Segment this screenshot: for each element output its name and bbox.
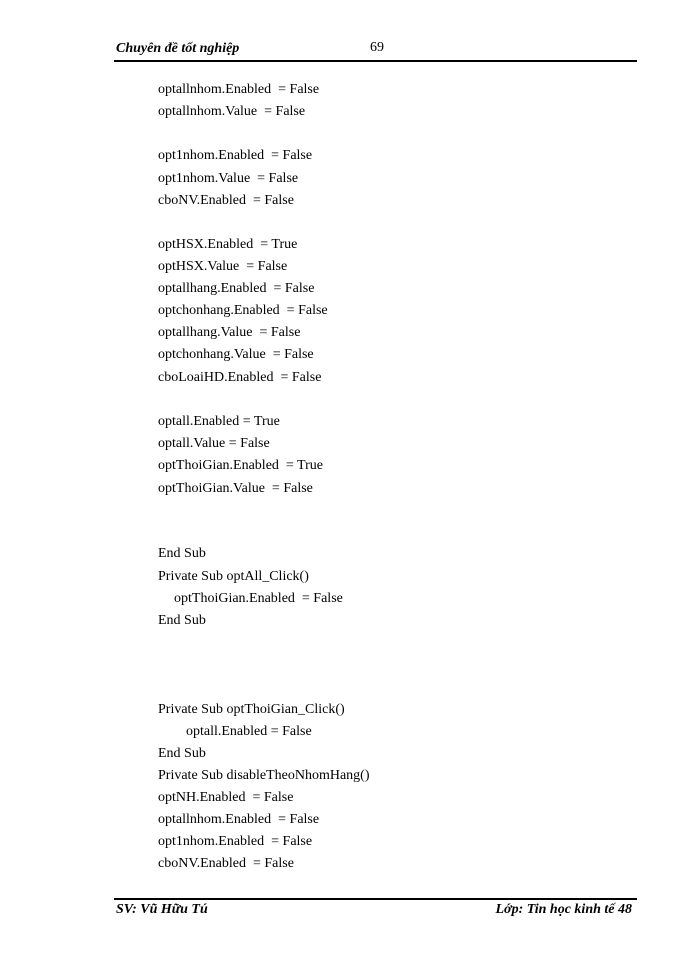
code-line: optThoiGian.Value = False [158,481,313,496]
code-line: optThoiGian.Enabled = True [158,458,323,473]
code-line: optHSX.Value = False [158,259,288,274]
code-line: cboLoaiHD.Enabled = False [158,370,322,385]
code-line: opt1nhom.Value = False [158,171,299,186]
code-line: cboNV.Enabled = False [158,856,294,871]
code-line: optall.Value = False [158,436,270,451]
code-line: optchonhang.Enabled = False [158,303,328,318]
code-line: optHSX.Enabled = True [158,237,298,252]
code-line: optallnhom.Value = False [158,104,306,119]
page-number: 69 [370,40,384,55]
code-line: End Sub [158,546,206,561]
header-title: Chuyên đề tốt nghiệp [116,41,240,56]
code-line: opt1nhom.Enabled = False [158,148,313,163]
code-line: optall.Enabled = False [186,724,312,739]
code-line: optNH.Enabled = False [158,790,294,805]
code-line: cboNV.Enabled = False [158,193,294,208]
code-line: optThoiGian.Enabled = False [174,591,343,606]
code-line: optchonhang.Value = False [158,347,314,362]
code-line: optall.Enabled = True [158,414,280,429]
code-line: optallhang.Enabled = False [158,281,315,296]
code-line: Private Sub disableTheoNhomHang() [158,768,370,783]
code-line: optallnhom.Enabled = False [158,812,320,827]
code-line: Private Sub optThoiGian_Click() [158,702,345,717]
header-divider [114,60,637,62]
footer-class: Lớp: Tin học kinh tế 48 [495,902,632,917]
footer-divider [114,898,637,900]
code-line: optallhang.Value = False [158,325,301,340]
code-line: End Sub [158,613,206,628]
code-line: Private Sub optAll_Click() [158,569,309,584]
code-line: End Sub [158,746,206,761]
footer-student: SV: Vũ Hữu Tú [116,902,208,917]
code-line: optallnhom.Enabled = False [158,82,320,97]
code-line: opt1nhom.Enabled = False [158,834,313,849]
